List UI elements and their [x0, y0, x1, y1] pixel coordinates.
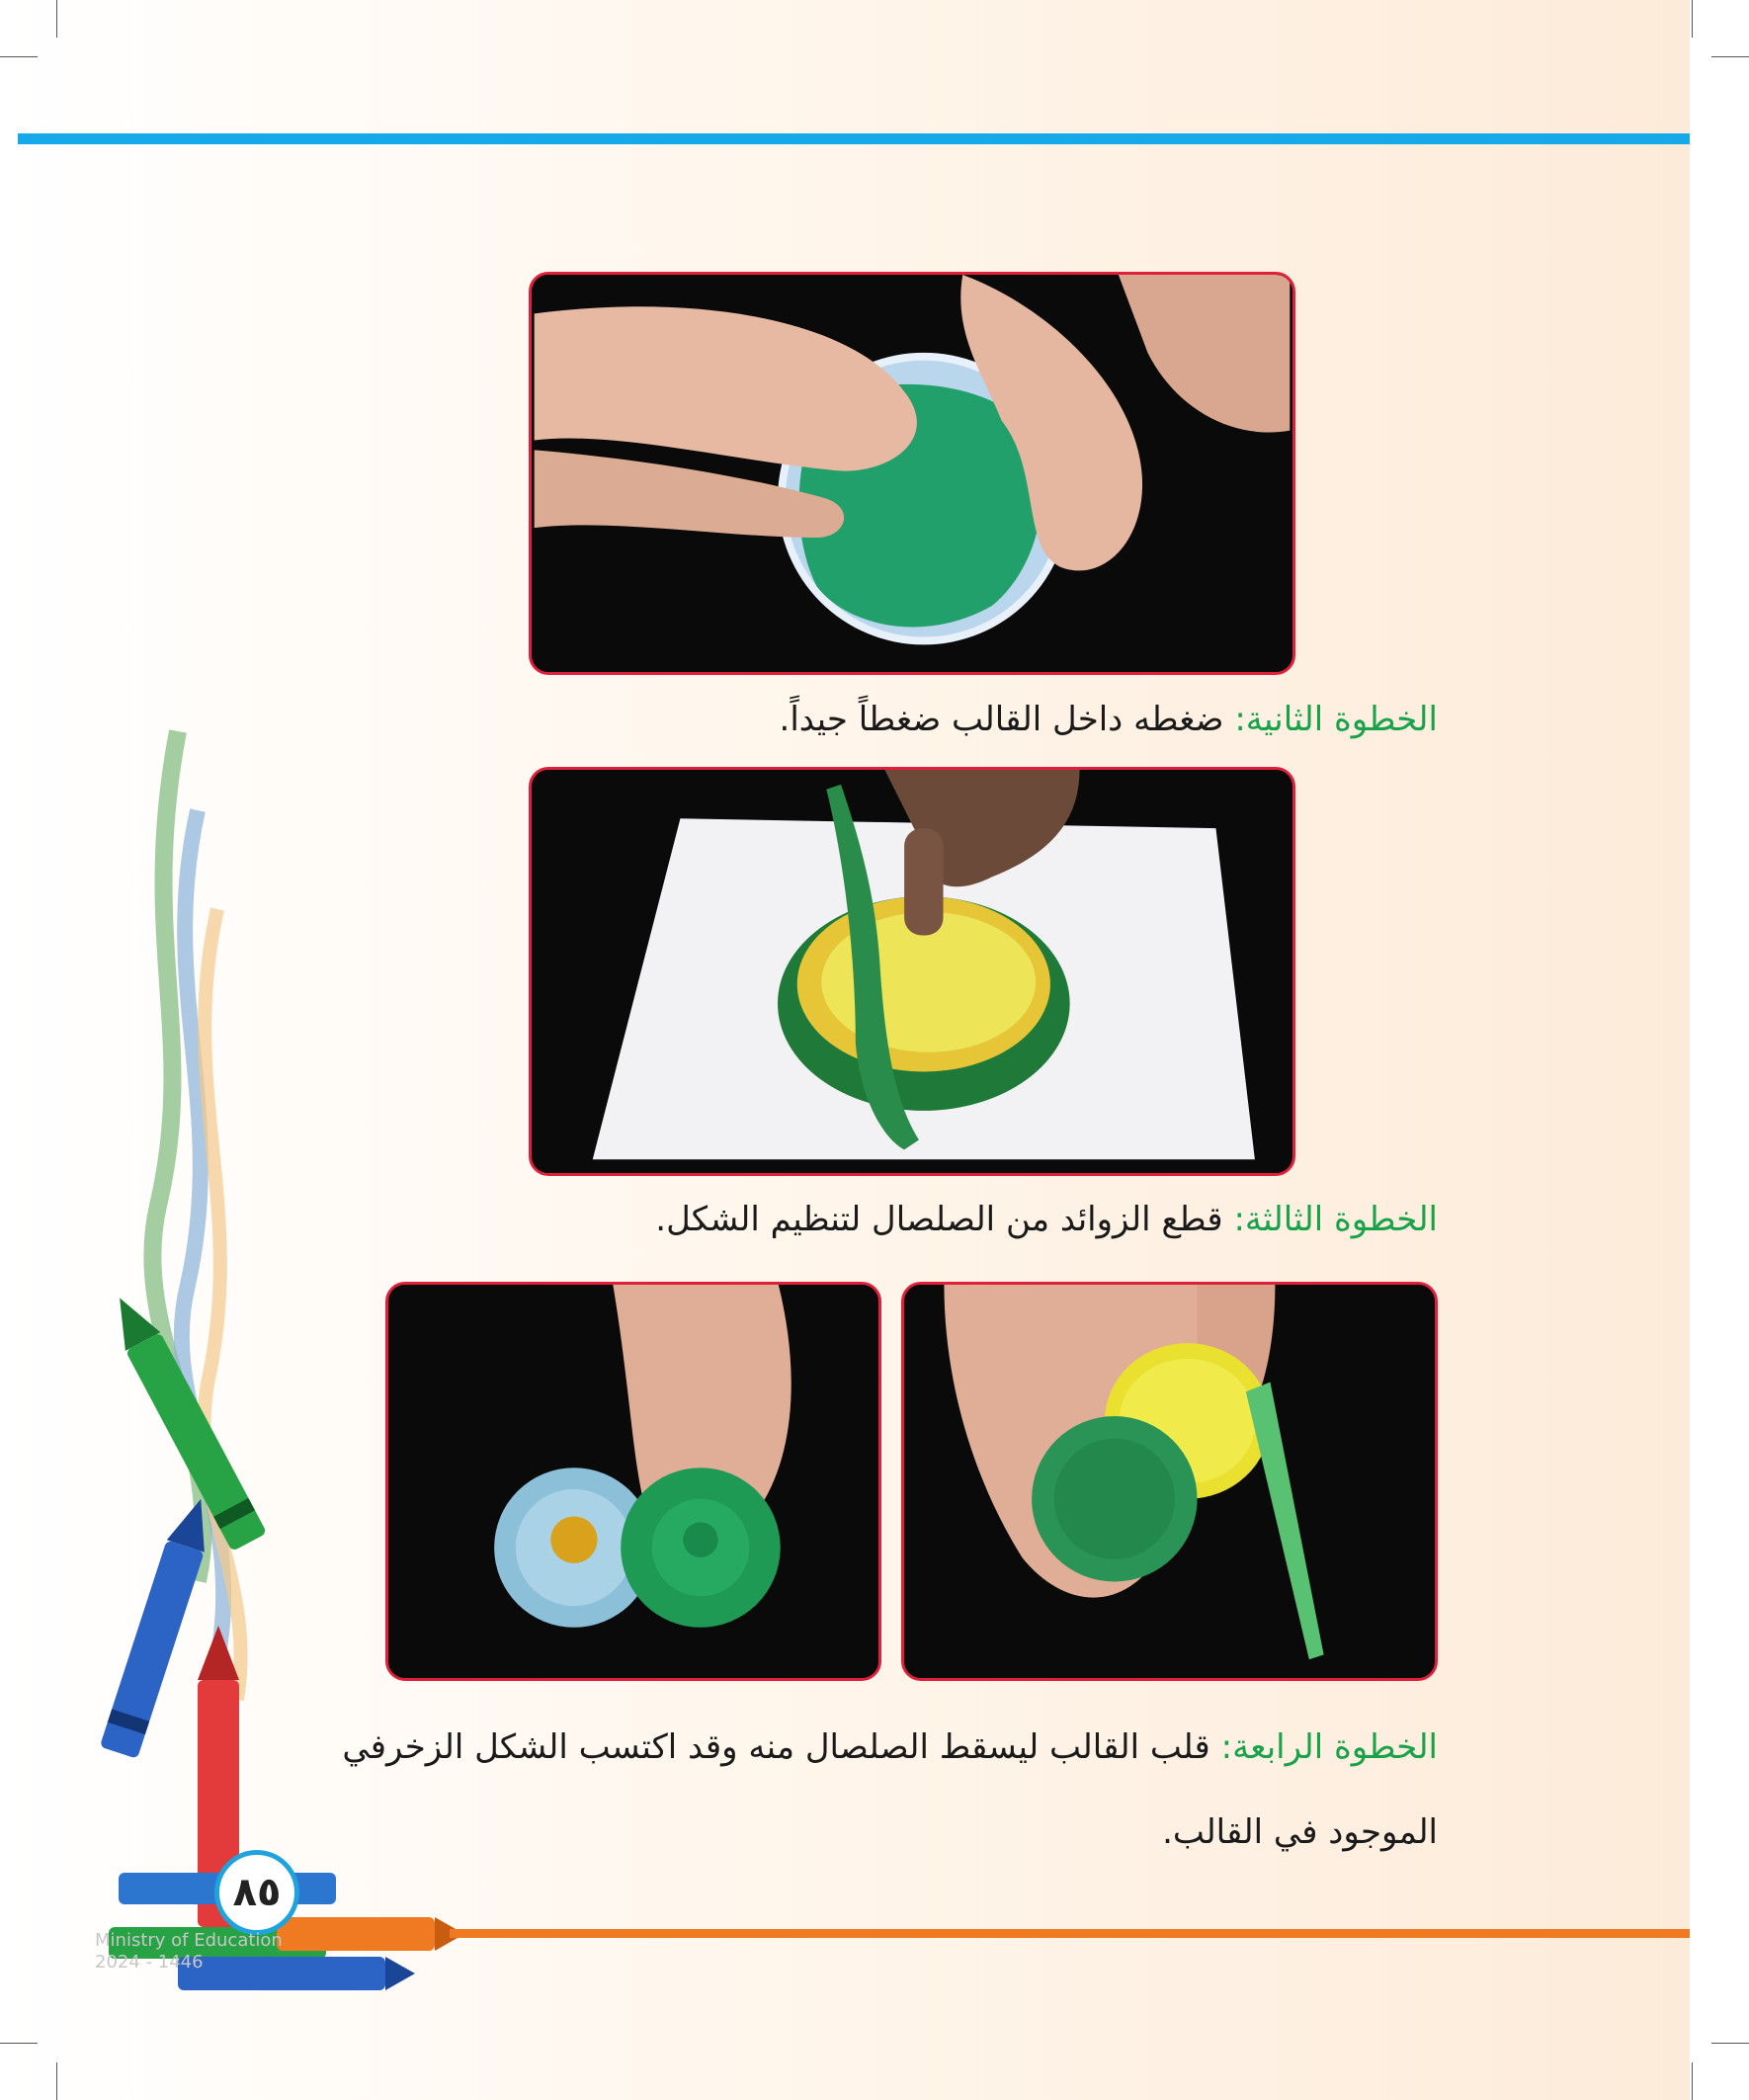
crop-mark — [1692, 0, 1693, 38]
step-4-label: الخطوة الرابعة: — [1220, 1727, 1438, 1767]
bottom-accent-rule — [450, 1929, 1690, 1938]
ministry-watermark — [95, 1930, 283, 1974]
crop-mark — [0, 56, 38, 57]
photo-pressing-clay — [529, 272, 1295, 675]
step-4-caption — [326, 1705, 1438, 1875]
step-4-text: قلب القالب ليسقط الصلصال منه وقد اكتسب الشكل الزخرفي الموجود في القالب. — [342, 1727, 1438, 1852]
ministry-name: Ministry of Education — [95, 1930, 283, 1951]
photo-flipping-mold — [901, 1282, 1438, 1681]
crop-mark — [1711, 2043, 1749, 2044]
step-2-caption — [780, 700, 1438, 739]
crop-mark — [1711, 56, 1749, 57]
step-3-label: الخطوة الثالثة: — [1233, 1200, 1438, 1239]
photo-trimming-clay — [529, 767, 1295, 1176]
step-2-label: الخطوة الثانية: — [1234, 700, 1438, 739]
step-3-text: قطع الزوائد من الصلصال لتنظيم الشكل. — [655, 1200, 1234, 1239]
step-3-caption — [655, 1200, 1438, 1239]
top-accent-rule — [18, 133, 1690, 144]
step-2-text: ضغطه داخل القالب ضغطاً جيداً. — [779, 700, 1235, 739]
crop-mark — [56, 0, 57, 38]
photo-finished-medallions — [385, 1282, 881, 1681]
ministry-year: 2024 - 1446 — [95, 1952, 204, 1973]
crop-mark — [1692, 2062, 1693, 2100]
page-number-badge: ٨٥ — [214, 1850, 299, 1935]
